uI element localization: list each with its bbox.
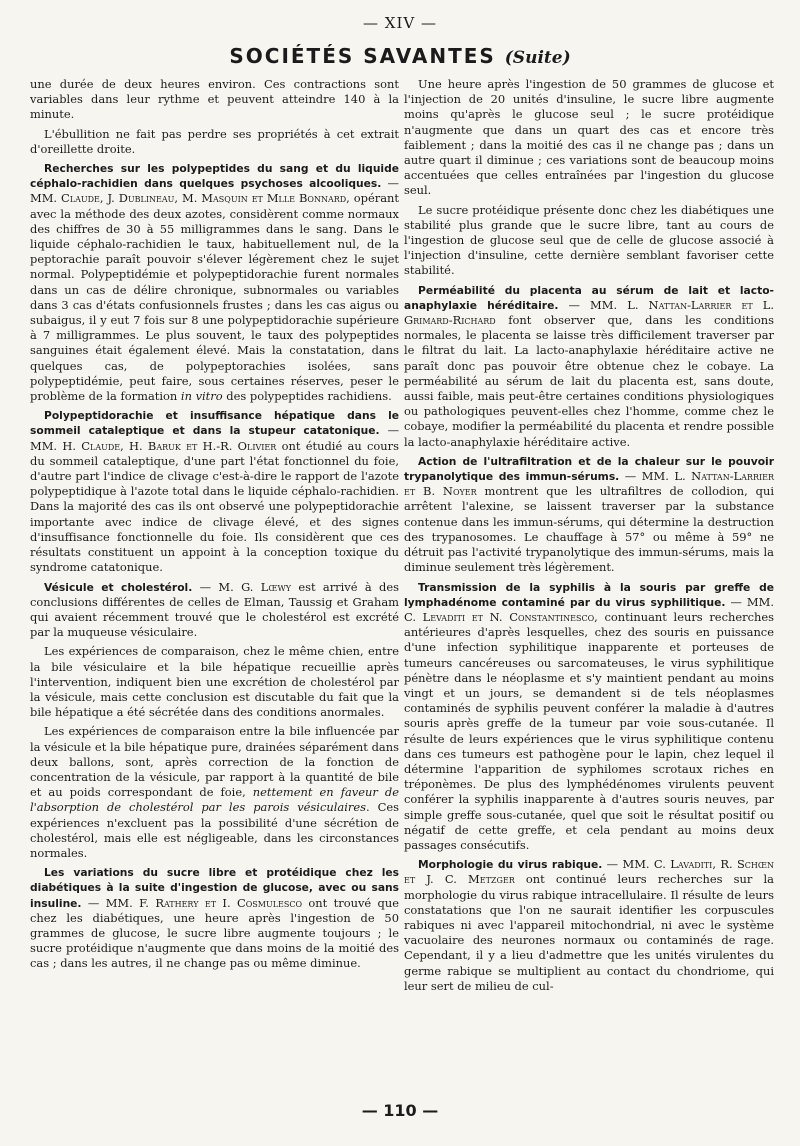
section-placenta xyxy=(404,283,774,450)
authors: F. Rathery et I. Cosmulesco xyxy=(139,895,303,910)
section-body: , continuant leurs recherches antérieures d'après lesquelles, chez des souris en puissance d'une infection syphilitique inapparente et porteuses de tumeurs cancéreuses ou sarcomateuses, le virus syphilitique pénètre dans le néoplasme et s'y maintient pendant au moins vingt et un jours, se demandent si de tels néoplasmes contaminés de syphilis peuvent conférer la maladie à d'autres souris après greffe de la tumeur par voie sous-cutanée. Il résulte de leurs expériences que le virus syphilitique contenu dans ces tumeurs est pathogène pour le lapin, chez lequel il détermine l'apparition de syphilomes scrotaux riches en tréponèmes. De plus des lymphédénomes virulents peuvent conférer la syphilis inapparente à d'autres souris neuves, par simple greffe sous-cutanée, quel que soit le résultat positif ou négatif de cette greffe, et cela pendant au moins deux passages consécutifs. xyxy=(404,609,774,852)
left-column xyxy=(30,77,399,976)
title-suite: (Suite) xyxy=(504,48,571,68)
section-body: est arrivé à des conclusions différentes de celles de Elman, Taussig et Graham qui avaient récemment trouvé que le cholestérol est excrété par la muqueuse vésiculaire. xyxy=(30,579,399,640)
section-heading: Les variations du sucre libre et protéidique chez les diabétiques à la suite d'ingestion de glucose, avec ou sans insuline. xyxy=(30,866,399,910)
section-sucre xyxy=(30,865,399,971)
page-number: — 110 — xyxy=(361,1101,439,1120)
paragraph xyxy=(30,724,399,861)
italic-text: nettement en faveur de l'absorption de cholestérol par les parois vésiculaires xyxy=(30,785,399,815)
right-column xyxy=(404,77,774,998)
authors: L. Nattan-Larrier et L. Grimard-Richard xyxy=(404,297,774,328)
section-body-end: des polypeptides rachidiens. xyxy=(222,389,392,404)
page-title xyxy=(0,44,800,68)
authors: L. Nattan-Larrier et B. Noyer xyxy=(404,469,775,499)
paragraph: Le sucre protéidique présente donc chez les diabétiques une stabilité plus grande que le sucre libre, tant au cours de l'ingestion de glucose seul que de celle de glucose associé à l'injection d'insuline, cette dernière semblant favoriser cette stabilité. xyxy=(404,202,774,278)
section-heading: Polypeptidorachie et insuffisance hépatique dans le sommeil cataleptique et dans la stupeur catatonique. xyxy=(30,409,399,438)
section-heading: Action de l'ultrafiltration et de la chaleur sur le pouvoir trypanolytique des immun-sérums. xyxy=(404,454,774,484)
section-body: ont trouvé que chez les diabétiques, une heure après l'ingestion de 50 grammes de glucose, le sucre libre augmente toujours ; le sucre protéidique n'augmente que dans moins de la moitié des cas ; dans les autres, il ne change pas ou même diminue. xyxy=(30,895,400,971)
section-polypeptidorachie xyxy=(30,408,399,575)
section-vesicule xyxy=(30,580,399,641)
text: . Ces expériences n'excluent pas la possibilité d'une sécrétion de cholestérol, mais elle est négligeable, dans les circonstances normales. xyxy=(30,800,399,860)
section-ultrafiltration xyxy=(404,454,774,576)
section-body: montrent que les ultrafiltres de collodion, qui arrêtent l'alexine, se laissent traverser par la substance contenue dans les immun-sérums, qui détermine la destruction des trypanosomes. Le chauffage à 57° ou même à 59° ne détruit pas l'activité trypanolytique des immun-sérums, mais la diminue seulement très légèrement. xyxy=(404,484,774,575)
section-heading: Recherches sur les polypeptides du sang et du liquide céphalo-rachidien dans quelques psychoses alcooliques. xyxy=(30,162,399,191)
dash: — MM. xyxy=(619,469,675,484)
section-body: ont étudié au cours du sommeil cataleptique, d'une part l'état fonctionnel du foie, d'autre part l'indice de clivage c'est-à-dire le rapport de l'azote polypeptidique à l'azote total dans le liquide céphalo-rachidien. Dans la majorité des cas ils ont observé une polypeptidorachie importante avec indice de clivage élevé, et des signes d'insuffisance fonctionnelle du foie. Ils considèrent que ces résultats constituent un appoint à la conception toxique du syndrome catatonique. xyxy=(30,438,399,575)
section-syphilis xyxy=(404,580,774,854)
italic-text: in vitro xyxy=(180,389,223,404)
dash: — M. xyxy=(192,579,242,594)
authors: C. Levaditi et N. Constantinesco xyxy=(404,609,595,624)
section-rabique xyxy=(404,857,774,994)
dash: — MM. xyxy=(81,895,140,910)
authors: Claude, J. Dublineau, M. Masquin et Mlle Bonnard xyxy=(61,191,347,206)
title-text: SOCIÉTÉS SAVANTES xyxy=(229,44,496,68)
paragraph: une durée de deux heures environ. Ces contractions sont variables dans leur rythme et peuvent atteindre 140 à la minute. xyxy=(30,77,399,122)
section-heading: Perméabilité du placenta au sérum de lait et lacto-anaphylaxie héréditaire. xyxy=(404,283,774,312)
authors: H. Claude, H. Baruk et H.-R. Olivier xyxy=(62,438,277,453)
section-heading: Vésicule et cholestérol. xyxy=(44,580,193,594)
text: Les expériences de comparaison entre la bile influencée par la vésicule et la bile hépatique pure, drainées séparément dans deux ballons, sont, après correction de la fonction de concentration de la vésicule, par rapport à la quantité de bile et au poids correspondant de foie, xyxy=(30,724,399,800)
dash: — MM. xyxy=(725,594,774,609)
dash: — MM. xyxy=(602,857,654,872)
section-body: , opérant avec la méthode des deux azotes, considèrent comme normaux des chiffres de 30 à 55 milligrammes dans le sang. Dans le liquide céphalo-rachidien le taux, habituellement nul, de la peptorachie paraît pouvoir s'élever légèrement chez le sujet normal. Polypeptidémie et polypeptidorachie furent normales dans un cas de délire chronique, subnormales ou variables dans 3 cas d'états confusionnels frustes ; dans les cas aigus ou subaigus, il y eut 7 fois sur 8 une polypeptidorachie supérieure à 7 milligrammes. Le plus souvent, le taux des polypeptides sanguines était également élevé. Mais la constatation, dans quelques cas, de polypeptorachies isolées, sans polypeptidémie, peut faire, sous certaines réserves, peser le problème de la formation xyxy=(30,191,399,404)
dash: — MM. xyxy=(30,176,399,206)
paragraph: Une heure après l'ingestion de 50 grammes de glucose et l'injection de 20 unités d'insuline, le sucre libre augmente moins qu'après le glucose seul ; le sucre protéidique n'augmente que dans un quart des cas et encore très faiblement ; dans la moitié des cas il ne change pas ; dans un autre quart il diminue ; ces variations sont de beaucoup moins accentuées que celles entraînées par l'ingestion du glucose seul. xyxy=(404,77,774,198)
authors: C. Lavaditi, R. Schœn et J. C. Metzger xyxy=(404,857,774,887)
section-heading: Morphologie du virus rabique. xyxy=(418,858,603,872)
section-heading: Transmission de la syphilis à la souris par greffe de lymphadénome contaminé par du virus syphilitique. xyxy=(404,580,774,609)
section-polypeptides xyxy=(30,161,399,404)
dash: — MM. xyxy=(30,423,400,453)
section-body: font observer que, dans les conditions normales, le placenta se laisse très difficilement traverser par le filtrat du lait. La lacto-anaphylaxie héréditaire active ne paraît donc pas pouvoir être obtenue chez le cobaye. La perméabilité au sérum de lait du placenta est, sans doute, aussi faible, mais peut-être certaines conditions physiologiques ou pathologiques peuvent-elles chez l'homme, comme chez le cobaye, modifier la perméabilité du placenta et rendre possible la lacto-anaphylaxie héréditaire active. xyxy=(404,313,774,449)
paragraph: Les expériences de comparaison, chez le même chien, entre la bile vésiculaire et la bile hépatique recueillie après l'intervention, indiquent bien une excrétion de cholestérol par la vésicule, mais cette conclusion est discutable du fait que la bile hépatique a été sécrétée dans des conditions anormales. xyxy=(30,644,399,720)
paragraph: L'ébullition ne fait pas perdre ses propriétés à cet extrait d'oreillette droite. xyxy=(30,126,399,156)
authors: G. Lœwy xyxy=(241,579,291,594)
dash: — MM. xyxy=(558,297,628,312)
section-body: ont continué leurs recherches sur la morphologie du virus rabique intracellulaire. Il résulte de leurs constatations que l'on ne saurait identifier les corpuscules rabiques ni avec l'appareil mitochondrial, ni avec le système vacuolaire des neurones normaux ou contaminés de rage. Cependant, il y a lieu d'admettre que les unités virulentes du germe rabique se multiplient au contact du chondriome, qui leur sert de milieu de cul- xyxy=(404,872,774,993)
roman-page-number: — XIV — xyxy=(363,14,437,32)
